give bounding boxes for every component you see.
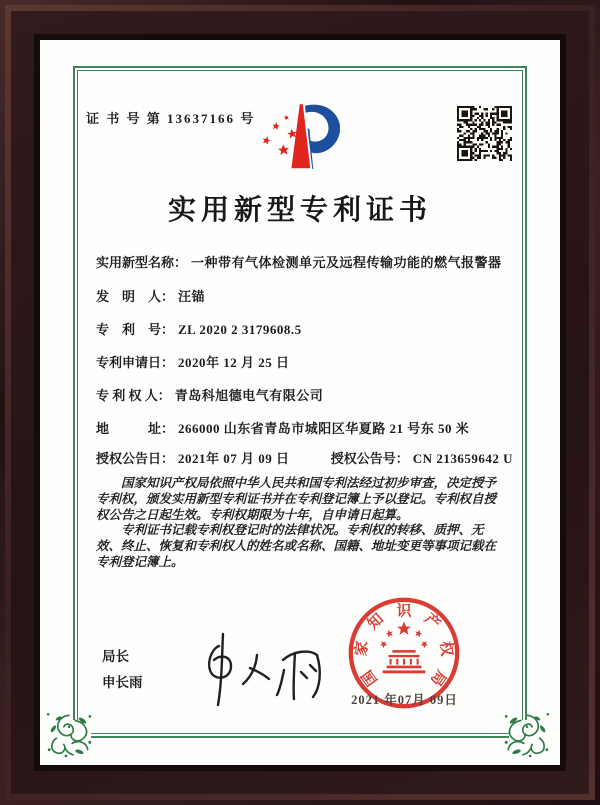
svg-text:权: 权 [436,640,455,657]
body-paragraph-2: 专利证书记载专利权登记时的法律状况。专利权的转移、质押、无效、终止、恢复和专利权人的姓名或名称、国籍、地址变更等事项记载在专利登记簿上。 [96,523,497,569]
svg-text:国: 国 [359,666,382,689]
field-grant-date [96,451,290,466]
field-grant-number [331,451,513,466]
field-application-date [96,352,290,371]
field-value: 2020年 12 月 25 日 [178,355,290,370]
field-inventor [96,286,205,305]
field-label: 专 利 号： [96,322,175,337]
svg-text:产: 产 [420,611,443,633]
field-label: 专利申请日： [96,355,175,370]
field-value: CN 213659642 U [412,451,513,466]
svg-text:知: 知 [365,611,388,633]
body-paragraph-1: 国家知识产权局依照中华人民共和国专利法经过初步审查，决定授予专利权，颁发实用新型专利证书并在专利登记簿上予以登记。专利权自授权公告之日起生效。专利权期限为十年，自申请日起算。 [96,476,497,522]
qr-code [457,106,512,161]
certificate-number: 证 书 号 第 13637166 号 [86,111,256,126]
signer-block [102,644,143,696]
commissioner-signature [178,628,338,708]
field-label: 实用新型名称： [96,255,188,270]
seal-date: 2021 年07月 09日 [351,693,458,707]
field-address [96,418,469,437]
certificate-title: 实用新型专利证书 [167,195,432,226]
field-value: 汪锚 [178,289,206,304]
signer-title: 局长 [102,649,129,664]
field-label: 授权公告日： [96,451,175,466]
field-grant-row [96,448,513,467]
legal-body-text [96,476,504,571]
field-patent-number [96,319,302,338]
field-value: 266000 山东省青岛市城阳区华夏路 21 号东 50 米 [178,421,470,436]
field-value: 2021年 07 月 09 日 [178,451,290,466]
field-utility-model-name [96,252,502,271]
field-patentee [96,385,323,404]
signer-name: 申长雨 [102,675,143,690]
floral-corner-ornament-icon [502,708,552,758]
cnipa-patent-logo-icon [254,96,340,188]
field-label: 授权公告号： [330,451,409,466]
svg-text:识: 识 [396,603,412,620]
field-label: 专 利 权 人： [96,388,171,403]
field-label: 发 明 人： [96,289,175,304]
field-value: 一种带有气体检测单元及远程传输功能的燃气报警器 [191,255,502,270]
field-value: 青岛科旭德电气有限公司 [174,388,324,403]
field-value: ZL 2020 2 3179608.5 [178,322,302,337]
field-label: 地 址： [96,421,175,436]
certificate-paper [40,40,560,765]
svg-text:局: 局 [426,666,449,689]
floral-corner-ornament-icon [44,708,94,758]
svg-text:家: 家 [353,640,372,657]
